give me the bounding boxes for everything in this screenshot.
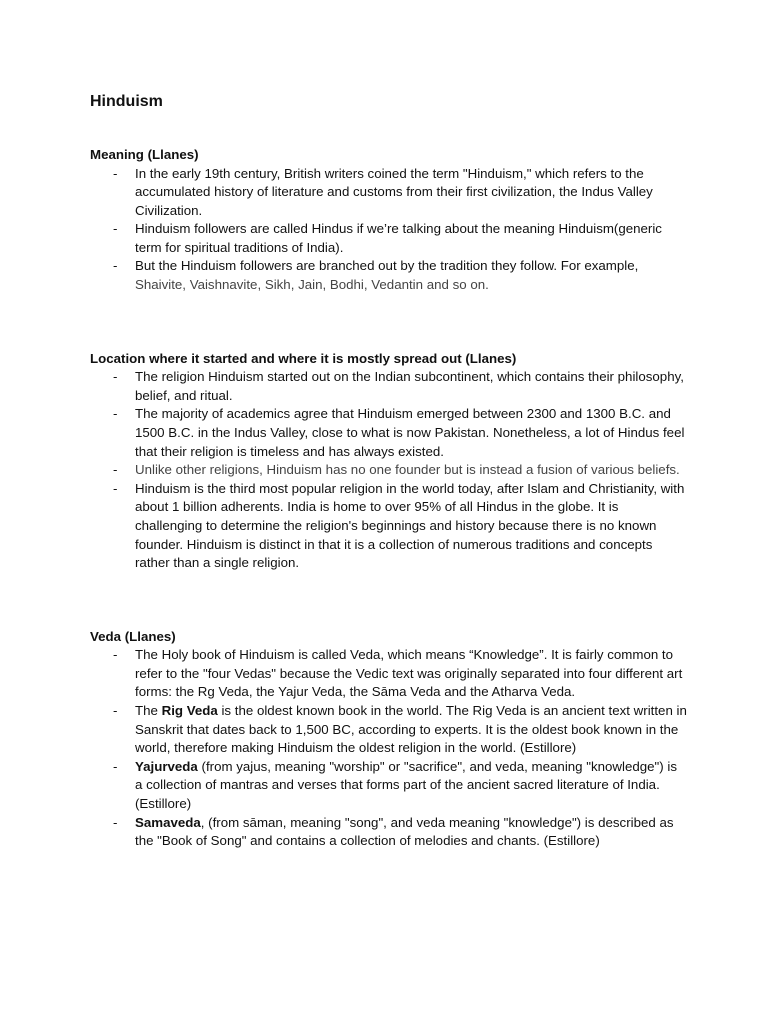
list-item-text: is the oldest known book in the world. The Rig Veda is an ancient text written in Sanskrit that dates back to 1,500 BC, according to experts. It is the oldest book known in the world, therefore making Hinduism the oldest religion in the world. (Estillore) — [135, 702, 687, 756]
list-item — [90, 702, 688, 758]
list-item-text: The religion Hinduism started out on the Indian subcontinent, which contains their philosophy, belief, and ritual. — [135, 369, 684, 403]
bullet-dash: - — [113, 480, 118, 496]
bullet-dash: - — [113, 758, 118, 774]
bullet-dash: - — [113, 165, 118, 181]
list-item-text: Hinduism followers are called Hindus if we’re talking about the meaning Hinduism(generic term for spiritual traditions of India). — [135, 221, 662, 255]
rig-veda-term: Rig Veda — [161, 702, 218, 718]
list-item-text: But the Hinduism followers are branched out by the tradition they follow. For example, — [135, 258, 639, 274]
list-item-text: In the early 19th century, British writers coined the term "Hinduism," which refers to the accumulated history of literature and customs from their first civilization, the Indus Valley Civilization. — [135, 165, 653, 218]
list-item-text: Unlike other religions, Hinduism has no one founder but is instead a fusion of various beliefs. — [135, 462, 680, 478]
meaning-heading: Meaning (Llanes) — [90, 147, 199, 162]
bullet-dash: - — [113, 221, 118, 237]
list-item-text: The Holy book of Hinduism is called Veda, which means “Knowledge”. It is fairly common to refer to the "four Vedas" because the Vedic text was originally separated into four different art forms: the Rg Veda, the Yajur Veda, the Sāma Veda and the Atharva Veda. — [135, 647, 683, 700]
bullet-dash: - — [113, 702, 118, 718]
location-list — [90, 368, 688, 573]
list-item — [90, 814, 688, 851]
samaveda-term: Samaveda — [135, 814, 201, 830]
bullet-dash: - — [113, 647, 118, 663]
bullet-dash: - — [113, 462, 118, 478]
list-item-text: The majority of academics agree that Hinduism emerged between 2300 and 1300 B.C. and 1500 B.C. in the Indus Valley, close to what is now Pakistan. Nonetheless, a lot of Hindus feel that their religion is timeless and has always existed. — [135, 406, 685, 459]
list-item-text: (from yajus, meaning "worship" or "sacrifice", and veda, meaning "knowledge") is a collection of mantras and verses that forms part of the ancient sacred literature of India. (Estillore) — [135, 758, 677, 811]
list-item — [90, 220, 688, 257]
list-item — [90, 646, 688, 702]
list-item — [90, 368, 688, 405]
veda-list — [90, 646, 688, 851]
bullet-dash: - — [113, 406, 118, 422]
list-item-prefix: The — [135, 702, 162, 718]
bullet-dash: - — [113, 369, 118, 385]
list-item-text: Hinduism is the third most popular religion in the world today, after Islam and Christianity, with about 1 billion adherents. India is home to over 95% of all Hindus in the globe. It is challenging to determine the religion's beginnings and history because there is no known founder. Hinduism is distinct in that it is a collection of numerous traditions and concepts rather than a single religion. — [135, 480, 685, 571]
bullet-dash: - — [113, 258, 118, 274]
meaning-list — [90, 165, 688, 295]
list-item — [90, 257, 688, 294]
list-item — [90, 461, 688, 480]
list-item-text: , (from sāman, meaning "song", and veda meaning "knowledge") is described as the "Book of Song" and contains a collection of melodies and chants. (Estillore) — [135, 814, 674, 849]
list-item — [90, 758, 688, 814]
yajurveda-term: Yajurveda — [135, 758, 198, 774]
list-item — [90, 480, 688, 573]
document-title: Hinduism — [90, 93, 163, 110]
list-item — [90, 405, 688, 461]
list-item-continuation: Shaivite, Vaishnavite, Sikh, Jain, Bodhi, Vedantin and so on. — [135, 277, 489, 293]
veda-heading: Veda (Llanes) — [90, 628, 176, 644]
bullet-dash: - — [113, 814, 118, 830]
list-item — [90, 165, 688, 221]
location-heading: Location where it started and where it is mostly spread out (Llanes) — [90, 350, 517, 366]
